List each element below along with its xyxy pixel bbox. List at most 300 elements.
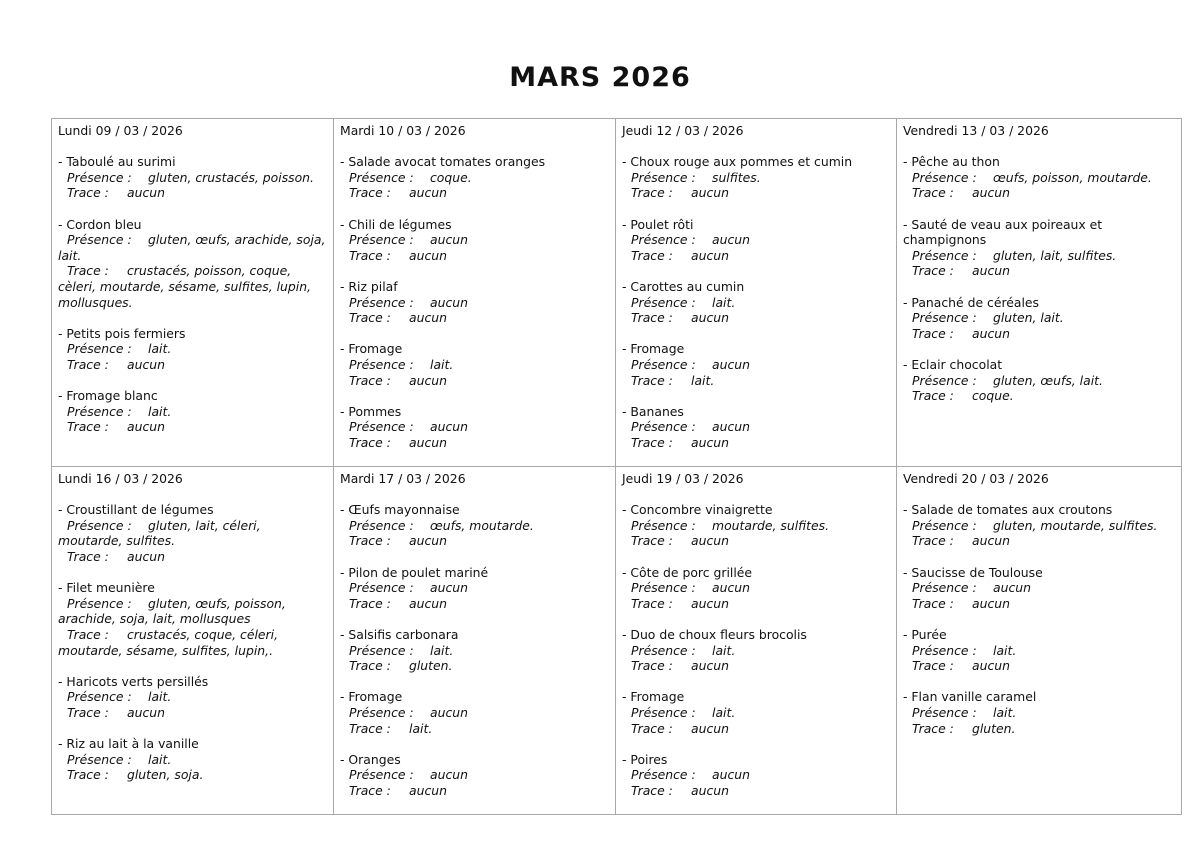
trace-value: gluten. bbox=[409, 658, 453, 674]
trace-allergens bbox=[903, 721, 1176, 737]
dish-item bbox=[340, 154, 610, 201]
presence-value: lait. bbox=[430, 356, 454, 372]
presence-allergens bbox=[58, 596, 328, 627]
presence-value: aucun bbox=[430, 232, 468, 248]
trace-label: Trace : bbox=[67, 263, 109, 279]
dish-name: - Choux rouge aux pommes et cumin bbox=[622, 154, 853, 170]
dish-item bbox=[903, 154, 1176, 201]
presence-allergens bbox=[340, 170, 610, 186]
presence-label: Présence : bbox=[912, 704, 977, 720]
dish-name: - Flan vanille caramel bbox=[903, 689, 1037, 705]
trace-allergens bbox=[58, 549, 328, 565]
trace-value: crustacés, coque, céleri, moutarde, sésame, sulfites, lupin,. bbox=[58, 627, 279, 658]
presence-allergens bbox=[58, 404, 328, 420]
trace-allergens bbox=[622, 248, 891, 264]
dish-item bbox=[903, 217, 1176, 279]
presence-value: lait. bbox=[993, 704, 1017, 720]
trace-value: aucun bbox=[127, 549, 165, 565]
trace-value: aucun bbox=[691, 310, 729, 326]
presence-allergens bbox=[622, 767, 891, 783]
presence-label: Présence : bbox=[67, 517, 132, 533]
trace-label: Trace : bbox=[912, 595, 954, 611]
presence-label: Présence : bbox=[349, 767, 414, 783]
presence-label: Présence : bbox=[349, 294, 414, 310]
day-cell bbox=[52, 467, 334, 815]
trace-allergens bbox=[622, 658, 891, 674]
dish-name: - Petits pois fermiers bbox=[58, 325, 186, 341]
dish-name: - Salade avocat tomates oranges bbox=[340, 154, 546, 170]
presence-value: gluten, lait, sulfites. bbox=[993, 247, 1117, 263]
trace-allergens bbox=[622, 185, 891, 201]
presence-value: gluten, moutarde, sulfites. bbox=[993, 517, 1158, 533]
presence-value: lait. bbox=[993, 642, 1017, 658]
presence-value: lait. bbox=[712, 704, 736, 720]
trace-label: Trace : bbox=[349, 434, 391, 450]
trace-allergens bbox=[622, 721, 891, 737]
presence-allergens bbox=[622, 643, 891, 659]
presence-allergens bbox=[58, 170, 328, 186]
presence-allergens bbox=[903, 518, 1176, 534]
presence-label: Présence : bbox=[67, 403, 132, 419]
trace-allergens bbox=[340, 596, 610, 612]
presence-label: Présence : bbox=[631, 419, 696, 435]
trace-label: Trace : bbox=[349, 185, 391, 201]
dish-item bbox=[903, 565, 1176, 612]
presence-allergens bbox=[903, 373, 1176, 389]
trace-label: Trace : bbox=[67, 549, 109, 565]
trace-label: Trace : bbox=[349, 247, 391, 263]
presence-label: Présence : bbox=[67, 689, 132, 705]
dish-name: - Taboulé au surimi bbox=[58, 154, 176, 170]
trace-label: Trace : bbox=[349, 533, 391, 549]
trace-allergens bbox=[903, 263, 1176, 279]
trace-label: Trace : bbox=[67, 767, 109, 783]
presence-label: Présence : bbox=[349, 419, 414, 435]
trace-label: Trace : bbox=[349, 658, 391, 674]
trace-allergens bbox=[340, 435, 610, 451]
trace-allergens bbox=[903, 185, 1176, 201]
trace-label: Trace : bbox=[912, 325, 954, 341]
trace-allergens bbox=[340, 721, 610, 737]
presence-label: Présence : bbox=[67, 169, 132, 185]
presence-allergens bbox=[622, 170, 891, 186]
trace-value: aucun bbox=[127, 704, 165, 720]
presence-allergens bbox=[622, 295, 891, 311]
dish-item bbox=[340, 502, 610, 549]
dish-item bbox=[903, 502, 1176, 549]
trace-value: aucun bbox=[409, 185, 447, 201]
day-menu bbox=[897, 119, 1181, 404]
presence-allergens bbox=[340, 767, 610, 783]
presence-value: œufs, moutarde. bbox=[430, 517, 534, 533]
trace-value: gluten, soja. bbox=[127, 767, 204, 783]
dish-name: - Duo de choux fleurs brocolis bbox=[622, 627, 807, 642]
presence-label: Présence : bbox=[912, 642, 977, 658]
page-title: MARS 2026 bbox=[509, 62, 691, 93]
trace-value: coque. bbox=[972, 388, 1014, 404]
presence-value: aucun bbox=[430, 767, 468, 783]
trace-value: lait. bbox=[409, 720, 433, 736]
trace-value: aucun bbox=[691, 185, 729, 201]
presence-value: aucun bbox=[430, 580, 468, 596]
dish-item bbox=[58, 388, 328, 435]
presence-value: gluten, lait. bbox=[993, 310, 1064, 326]
presence-value: lait. bbox=[430, 642, 454, 658]
trace-allergens bbox=[622, 435, 891, 451]
presence-value: œufs, poisson, moutarde. bbox=[993, 169, 1152, 185]
dish-name: - Riz au lait à la vanille bbox=[58, 736, 199, 752]
dish-item bbox=[622, 341, 891, 388]
presence-label: Présence : bbox=[912, 372, 977, 388]
presence-allergens bbox=[622, 419, 891, 435]
trace-allergens bbox=[58, 419, 328, 435]
trace-value: lait. bbox=[691, 372, 715, 388]
dish-item bbox=[622, 752, 891, 799]
dish-item bbox=[340, 689, 610, 736]
dish-item bbox=[340, 279, 610, 326]
trace-label: Trace : bbox=[349, 372, 391, 388]
presence-allergens bbox=[340, 295, 610, 311]
trace-allergens bbox=[58, 357, 328, 373]
presence-value: aucun bbox=[712, 356, 750, 372]
presence-allergens bbox=[903, 705, 1176, 721]
presence-allergens bbox=[340, 518, 610, 534]
dish-name: - Chili de légumes bbox=[340, 216, 452, 232]
trace-value: aucun bbox=[972, 263, 1010, 279]
presence-label: Présence : bbox=[67, 341, 132, 357]
presence-label: Présence : bbox=[349, 642, 414, 658]
presence-label: Présence : bbox=[631, 232, 696, 248]
dish-item bbox=[622, 404, 891, 451]
dish-name: - Pêche au thon bbox=[903, 154, 1000, 170]
dish-item bbox=[622, 154, 891, 201]
presence-label: Présence : bbox=[912, 247, 977, 263]
menu-calendar bbox=[51, 118, 1182, 815]
trace-value: aucun bbox=[409, 247, 447, 263]
trace-label: Trace : bbox=[631, 782, 673, 798]
presence-value: aucun bbox=[712, 580, 750, 596]
presence-value: gluten, œufs, poisson, arachide, soja, lait, mollusques bbox=[58, 595, 286, 627]
dish-item bbox=[903, 357, 1176, 404]
presence-allergens bbox=[903, 310, 1176, 326]
trace-label: Trace : bbox=[912, 533, 954, 549]
day-date: Mardi 10 / 03 / 2026 bbox=[340, 123, 466, 138]
presence-value: lait. bbox=[712, 642, 736, 658]
dish-name: - Carottes au cumin bbox=[622, 278, 745, 294]
trace-label: Trace : bbox=[631, 434, 673, 450]
trace-allergens bbox=[622, 373, 891, 389]
trace-label: Trace : bbox=[912, 263, 954, 279]
dish-name: - Saucisse de Toulouse bbox=[903, 564, 1043, 580]
dish-name: - Croustillant de légumes bbox=[58, 502, 214, 518]
trace-label: Trace : bbox=[67, 185, 109, 201]
trace-value: aucun bbox=[972, 595, 1010, 611]
presence-value: lait. bbox=[148, 403, 172, 419]
trace-label: Trace : bbox=[67, 419, 109, 435]
presence-allergens bbox=[622, 357, 891, 373]
presence-label: Présence : bbox=[631, 767, 696, 783]
presence-allergens bbox=[622, 232, 891, 248]
presence-label: Présence : bbox=[912, 517, 977, 533]
presence-label: Présence : bbox=[912, 310, 977, 326]
trace-label: Trace : bbox=[631, 595, 673, 611]
trace-value: aucun bbox=[972, 185, 1010, 201]
presence-label: Présence : bbox=[349, 704, 414, 720]
presence-value: gluten, œufs, arachide, soja, lait. bbox=[58, 232, 326, 263]
dish-name: - Riz pilaf bbox=[340, 278, 398, 294]
trace-allergens bbox=[903, 533, 1176, 549]
presence-allergens bbox=[903, 580, 1176, 596]
presence-value: lait. bbox=[148, 751, 172, 767]
trace-label: Trace : bbox=[912, 388, 954, 404]
trace-allergens bbox=[622, 783, 891, 799]
presence-allergens bbox=[340, 705, 610, 721]
dish-item bbox=[903, 295, 1176, 342]
day-date: Jeudi 19 / 03 / 2026 bbox=[622, 471, 744, 487]
trace-value: aucun bbox=[972, 325, 1010, 341]
presence-allergens bbox=[903, 170, 1176, 186]
presence-label: Présence : bbox=[631, 517, 696, 533]
presence-label: Présence : bbox=[912, 169, 977, 185]
dish-name: - Sauté de veau aux poireaux et champignons bbox=[903, 216, 1103, 248]
trace-allergens bbox=[340, 373, 610, 389]
presence-label: Présence : bbox=[631, 294, 696, 310]
dish-item bbox=[340, 404, 610, 451]
trace-allergens bbox=[340, 185, 610, 201]
presence-value: aucun bbox=[430, 294, 468, 310]
trace-value: aucun bbox=[409, 372, 447, 388]
trace-allergens bbox=[903, 658, 1176, 674]
dish-name: - Côte de porc grillée bbox=[622, 564, 753, 580]
trace-value: aucun bbox=[972, 658, 1010, 674]
trace-allergens bbox=[340, 248, 610, 264]
trace-value: aucun bbox=[691, 434, 729, 450]
trace-value: aucun bbox=[409, 595, 447, 611]
presence-value: aucun bbox=[993, 580, 1031, 596]
presence-value: coque. bbox=[430, 169, 472, 185]
dish-item bbox=[622, 689, 891, 736]
trace-value: aucun bbox=[409, 434, 447, 450]
presence-label: Présence : bbox=[67, 232, 132, 248]
presence-allergens bbox=[58, 232, 328, 263]
presence-value: lait. bbox=[712, 294, 736, 310]
day-date: Mardi 17 / 03 / 2026 bbox=[340, 471, 466, 487]
dish-name: - Fromage bbox=[340, 341, 403, 357]
dish-name: - Salade de tomates aux croutons bbox=[903, 502, 1113, 518]
dish-name: - Bananes bbox=[622, 403, 684, 419]
presence-value: aucun bbox=[430, 419, 468, 435]
presence-allergens bbox=[340, 357, 610, 373]
day-cell bbox=[52, 119, 334, 467]
dish-item bbox=[58, 736, 328, 783]
day-date: Vendredi 20 / 03 / 2026 bbox=[903, 471, 1049, 487]
presence-allergens bbox=[58, 752, 328, 768]
presence-allergens bbox=[903, 248, 1176, 264]
trace-value: aucun bbox=[691, 658, 729, 674]
trace-label: Trace : bbox=[912, 658, 954, 674]
presence-label: Présence : bbox=[349, 356, 414, 372]
dish-name: - Fromage blanc bbox=[58, 388, 158, 404]
presence-label: Présence : bbox=[349, 169, 414, 185]
dish-name: - Poires bbox=[622, 751, 668, 767]
trace-label: Trace : bbox=[349, 720, 391, 736]
presence-label: Présence : bbox=[631, 169, 696, 185]
trace-value: aucun bbox=[409, 310, 447, 326]
trace-allergens bbox=[622, 596, 891, 612]
dish-name: - Fromage bbox=[622, 689, 685, 705]
trace-value: aucun bbox=[127, 356, 165, 372]
trace-label: Trace : bbox=[67, 627, 109, 642]
trace-value: aucun bbox=[691, 782, 729, 798]
trace-allergens bbox=[58, 263, 328, 310]
dish-item bbox=[58, 674, 328, 721]
trace-allergens bbox=[340, 783, 610, 799]
trace-allergens bbox=[903, 596, 1176, 612]
day-menu bbox=[897, 467, 1181, 736]
trace-allergens bbox=[903, 326, 1176, 342]
trace-allergens bbox=[58, 767, 328, 783]
trace-value: aucun bbox=[691, 595, 729, 611]
day-menu bbox=[616, 119, 896, 450]
day-date: Vendredi 13 / 03 / 2026 bbox=[903, 123, 1049, 138]
dish-item bbox=[903, 627, 1176, 674]
dish-name: - Pommes bbox=[340, 403, 402, 419]
presence-value: lait. bbox=[148, 341, 172, 357]
trace-label: Trace : bbox=[67, 356, 109, 372]
trace-label: Trace : bbox=[349, 782, 391, 798]
dish-name: - Œufs mayonnaise bbox=[340, 502, 460, 518]
trace-label: Trace : bbox=[67, 704, 109, 720]
week-row bbox=[52, 119, 1182, 467]
day-cell bbox=[897, 119, 1182, 467]
dish-item bbox=[622, 627, 891, 674]
presence-allergens bbox=[58, 341, 328, 357]
presence-label: Présence : bbox=[631, 642, 696, 658]
presence-value: moutarde, sulfites. bbox=[712, 517, 830, 533]
dish-name: - Haricots verts persillés bbox=[58, 673, 209, 689]
dish-item bbox=[622, 565, 891, 612]
dish-name: - Oranges bbox=[340, 751, 401, 767]
trace-allergens bbox=[340, 658, 610, 674]
presence-label: Présence : bbox=[349, 232, 414, 248]
dish-name: - Cordon bleu bbox=[58, 216, 142, 232]
dish-item bbox=[58, 502, 328, 564]
trace-allergens bbox=[903, 388, 1176, 404]
presence-allergens bbox=[340, 232, 610, 248]
day-menu bbox=[52, 119, 333, 435]
presence-value: sulfites. bbox=[712, 169, 761, 185]
trace-value: aucun bbox=[127, 185, 165, 201]
trace-value: aucun bbox=[409, 533, 447, 549]
trace-value: crustacés, poisson, coque, cèleri, moutarde, sésame, sulfites, lupin, mollusques. bbox=[58, 263, 311, 310]
dish-name: - Pilon de poulet mariné bbox=[340, 564, 489, 580]
trace-label: Trace : bbox=[631, 185, 673, 201]
dish-name: - Filet meunière bbox=[58, 580, 155, 596]
dish-name: - Panaché de céréales bbox=[903, 294, 1040, 310]
trace-label: Trace : bbox=[631, 372, 673, 388]
presence-value: gluten, œufs, lait. bbox=[993, 372, 1103, 388]
presence-value: aucun bbox=[430, 704, 468, 720]
presence-allergens bbox=[340, 643, 610, 659]
dish-item bbox=[340, 217, 610, 264]
presence-label: Présence : bbox=[912, 580, 977, 596]
dish-name: - Purée bbox=[903, 627, 947, 642]
presence-label: Présence : bbox=[67, 595, 132, 611]
presence-value: gluten, crustacés, poisson. bbox=[148, 169, 314, 185]
presence-label: Présence : bbox=[67, 751, 132, 767]
trace-allergens bbox=[340, 310, 610, 326]
presence-value: lait. bbox=[148, 689, 172, 705]
trace-value: aucun bbox=[409, 782, 447, 798]
presence-label: Présence : bbox=[631, 580, 696, 596]
presence-label: Présence : bbox=[349, 517, 414, 533]
day-date: Lundi 16 / 03 / 2026 bbox=[58, 471, 183, 487]
dish-name: - Concombre vinaigrette bbox=[622, 502, 773, 518]
presence-allergens bbox=[622, 518, 891, 534]
dish-item bbox=[58, 580, 328, 658]
trace-label: Trace : bbox=[912, 185, 954, 201]
trace-allergens bbox=[622, 310, 891, 326]
presence-allergens bbox=[340, 580, 610, 596]
presence-value: aucun bbox=[712, 419, 750, 435]
dish-name: - Salsifis carbonara bbox=[340, 627, 459, 642]
presence-allergens bbox=[58, 518, 328, 549]
week-row bbox=[52, 467, 1182, 815]
dish-item bbox=[622, 217, 891, 264]
dish-item bbox=[903, 689, 1176, 736]
trace-value: aucun bbox=[691, 720, 729, 736]
trace-value: aucun bbox=[972, 533, 1010, 549]
dish-name: - Eclair chocolat bbox=[903, 356, 1003, 372]
trace-allergens bbox=[58, 705, 328, 721]
dish-item bbox=[622, 279, 891, 326]
day-cell bbox=[334, 467, 616, 815]
dish-item bbox=[340, 565, 610, 612]
trace-value: aucun bbox=[691, 533, 729, 549]
trace-value: aucun bbox=[691, 247, 729, 263]
trace-allergens bbox=[58, 627, 328, 658]
trace-allergens bbox=[340, 533, 610, 549]
dish-name: - Fromage bbox=[340, 689, 403, 705]
dish-item bbox=[622, 502, 891, 549]
presence-allergens bbox=[622, 580, 891, 596]
presence-value: gluten, lait, céleri, moutarde, sulfites. bbox=[58, 517, 261, 549]
trace-label: Trace : bbox=[349, 595, 391, 611]
dish-item bbox=[340, 627, 610, 674]
presence-allergens bbox=[340, 419, 610, 435]
presence-label: Présence : bbox=[631, 356, 696, 372]
trace-label: Trace : bbox=[631, 247, 673, 263]
day-cell bbox=[897, 467, 1182, 815]
presence-allergens bbox=[903, 643, 1176, 659]
day-cell bbox=[616, 119, 897, 467]
dish-name: - Poulet rôti bbox=[622, 216, 694, 232]
dish-item bbox=[340, 341, 610, 388]
dish-name: - Fromage bbox=[622, 341, 685, 357]
trace-allergens bbox=[622, 533, 891, 549]
day-cell bbox=[616, 467, 897, 815]
day-date: Lundi 09 / 03 / 2026 bbox=[58, 123, 183, 138]
trace-value: aucun bbox=[127, 419, 165, 435]
trace-allergens bbox=[58, 185, 328, 201]
presence-value: aucun bbox=[712, 767, 750, 783]
day-menu bbox=[616, 467, 896, 798]
trace-label: Trace : bbox=[349, 310, 391, 326]
presence-label: Présence : bbox=[631, 704, 696, 720]
trace-label: Trace : bbox=[631, 533, 673, 549]
presence-label: Présence : bbox=[349, 580, 414, 596]
dish-item bbox=[58, 217, 328, 311]
